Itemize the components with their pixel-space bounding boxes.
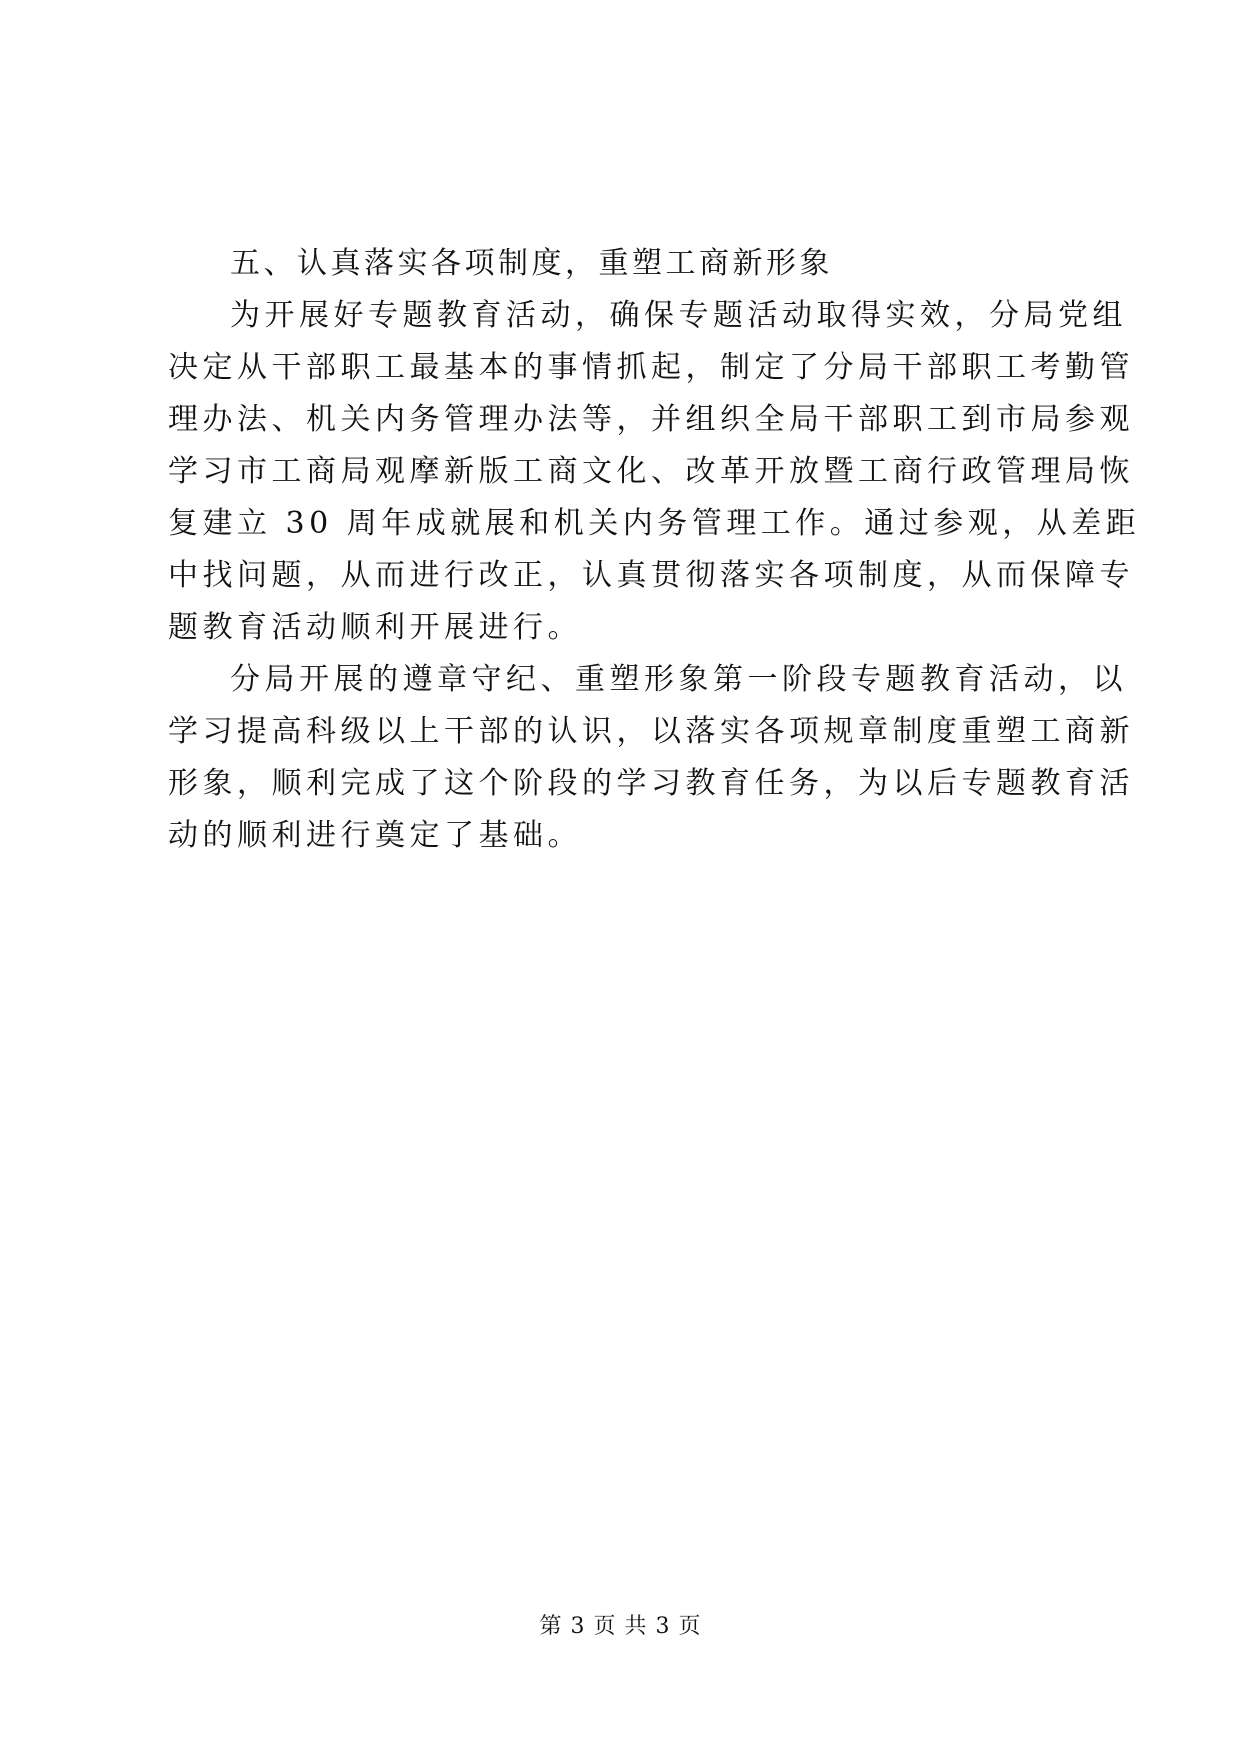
paragraph-1-line-1: 为开展好专题教育活动，确保专题活动取得实效，分局党组 [230, 298, 1127, 333]
paragraph-1-line-6: 中找问题，从而进行改正，认真贯彻落实各项制度，从而保障专 [168, 558, 1134, 593]
paragraph-2-line-4: 动的顺利进行奠定了基础。 [168, 818, 582, 853]
paragraph-1-line-3: 理办法、机关内务管理办法等，并组织全局干部职工到市局参观 [168, 402, 1134, 437]
section-heading: 五、认真落实各项制度，重塑工商新形象 [230, 246, 833, 281]
paragraph-2-line-1: 分局开展的遵章守纪、重塑形象第一阶段专题教育活动，以 [230, 662, 1127, 697]
paragraph-1-line-5: 复建立 30 周年成就展和机关内务管理工作。通过参观，从差距 [168, 506, 1141, 541]
paragraph-1-line-4: 学习市工商局观摩新版工商文化、改革开放暨工商行政管理局恢 [168, 454, 1134, 489]
page-footer: 第 3 页 共 3 页 [539, 1614, 702, 1639]
paragraph-2-line-2: 学习提高科级以上干部的认识，以落实各项规章制度重塑工商新 [168, 714, 1134, 749]
document-body [168, 238, 1141, 862]
paragraph-2 [168, 654, 1134, 862]
paragraph-1 [168, 290, 1141, 654]
paragraph-1-line-2: 决定从干部职工最基本的事情抓起，制定了分局干部职工考勤管 [168, 350, 1134, 385]
paragraph-2-line-3: 形象，顺利完成了这个阶段的学习教育任务，为以后专题教育活 [168, 766, 1134, 801]
paragraph-1-line-7: 题教育活动顺利开展进行。 [168, 610, 582, 645]
